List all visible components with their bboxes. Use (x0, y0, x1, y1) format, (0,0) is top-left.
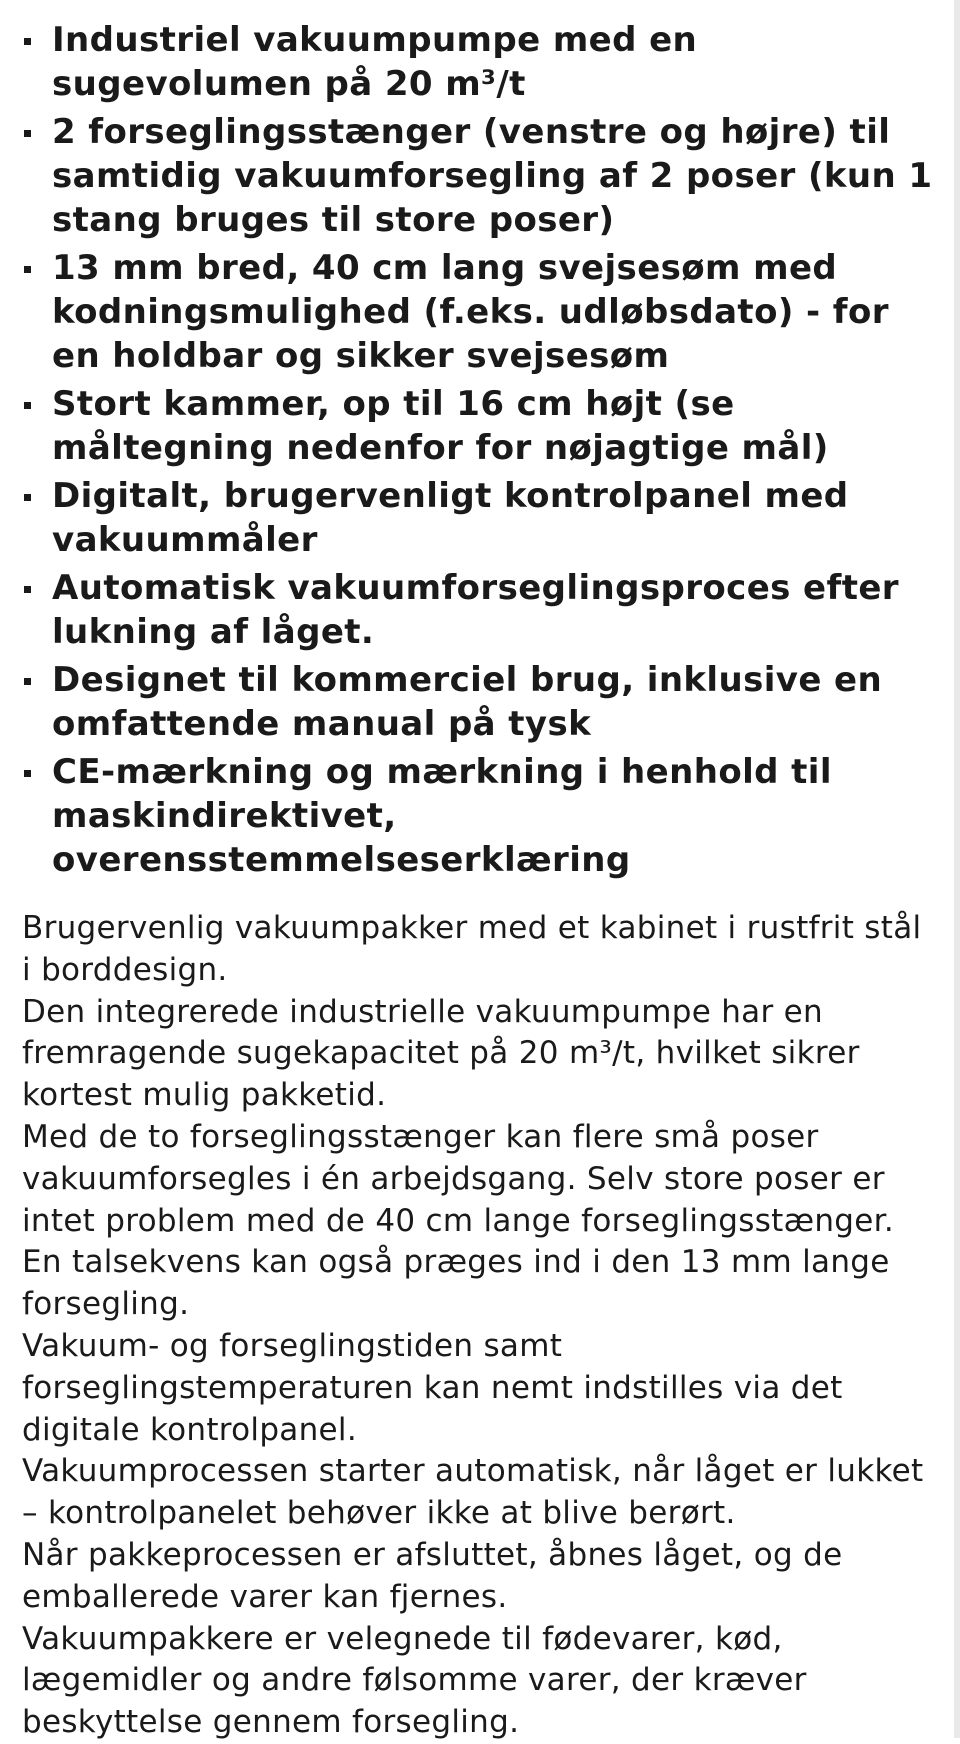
description-paragraph: Vakuumprocessen starter automatisk, når låget er lukket – kontrolpanelet behøver ikke at blive berørt. (22, 1453, 924, 1532)
description-paragraph: Vakuum- og forseglingstiden samt forseglingstemperaturen kan nemt indstilles via det digitale kontrolpanel. (22, 1327, 843, 1448)
feature-text: Industriel vakuumpumpe med en sugevolumen på 20 m³/t (52, 20, 698, 104)
bullet-icon (24, 402, 31, 409)
scrollbar[interactable] (954, 0, 960, 1738)
bullet-icon (24, 586, 31, 593)
feature-text: Digitalt, brugervenligt kontrolpanel med vakuummåler (52, 476, 849, 560)
feature-item (22, 382, 940, 470)
bullet-icon (24, 38, 31, 45)
bullet-icon (24, 770, 31, 777)
bullet-icon (24, 678, 31, 685)
description-paragraph: Brugervenlig vakuumpakker med et kabinet i rustfrit stål i borddesign. (22, 910, 922, 988)
feature-text: Designet til kommerciel brug, inklusive en omfattende manual på tysk (52, 660, 883, 744)
feature-text: 2 forseglingsstænger (venstre og højre) til samtidig vakuumforsegling af 2 poser (kun 1 stang bruges til store poser) (52, 112, 933, 240)
feature-list (0, 0, 940, 882)
feature-item (22, 566, 940, 654)
feature-item (22, 110, 940, 242)
feature-item (22, 750, 940, 882)
description-text (22, 908, 940, 1744)
description-paragraph: Når pakkeprocessen er afsluttet, åbnes låget, og de emballerede varer kan fjernes. (22, 1536, 843, 1615)
feature-item (22, 474, 940, 562)
feature-item (22, 246, 940, 378)
feature-text: CE-mærkning og mærkning i henhold til maskindirektivet, overensstemmelseserklæring (52, 752, 832, 880)
feature-item (22, 658, 940, 746)
feature-item (22, 18, 940, 106)
bullet-icon (24, 130, 31, 137)
description-paragraph: Vakuumpakkere er velegnede til fødevarer, kød, lægemidler og andre følsomme varer, der kræver beskyttelse gennem forsegling. (22, 1620, 807, 1741)
feature-text: 13 mm bred, 40 cm lang svejsesøm med kodningsmulighed (f.eks. udløbsdato) - for en holdbar og sikker svejsesøm (52, 248, 889, 376)
bullet-icon (24, 266, 31, 273)
feature-text: Stort kammer, op til 16 cm højt (se måltegning nedenfor for nøjagtige mål) (52, 384, 829, 468)
feature-text: Automatisk vakuumforseglingsproces efter lukning af låget. (52, 568, 899, 652)
description-paragraph: Med de to forseglingsstænger kan flere små poser vakuumforsegles i én arbejdsgang. Selv store poser er intet problem med de 40 cm lange forseglingsstænger. En talsekvens kan også præges ind i den 13 mm lange forsegling. (22, 1118, 895, 1323)
bullet-icon (24, 494, 31, 501)
description-paragraph: Den integrerede industrielle vakuumpumpe har en fremragende sugekapacitet på 20 m³/t, hvilket sikrer kortest mulig pakketid. (22, 993, 860, 1114)
